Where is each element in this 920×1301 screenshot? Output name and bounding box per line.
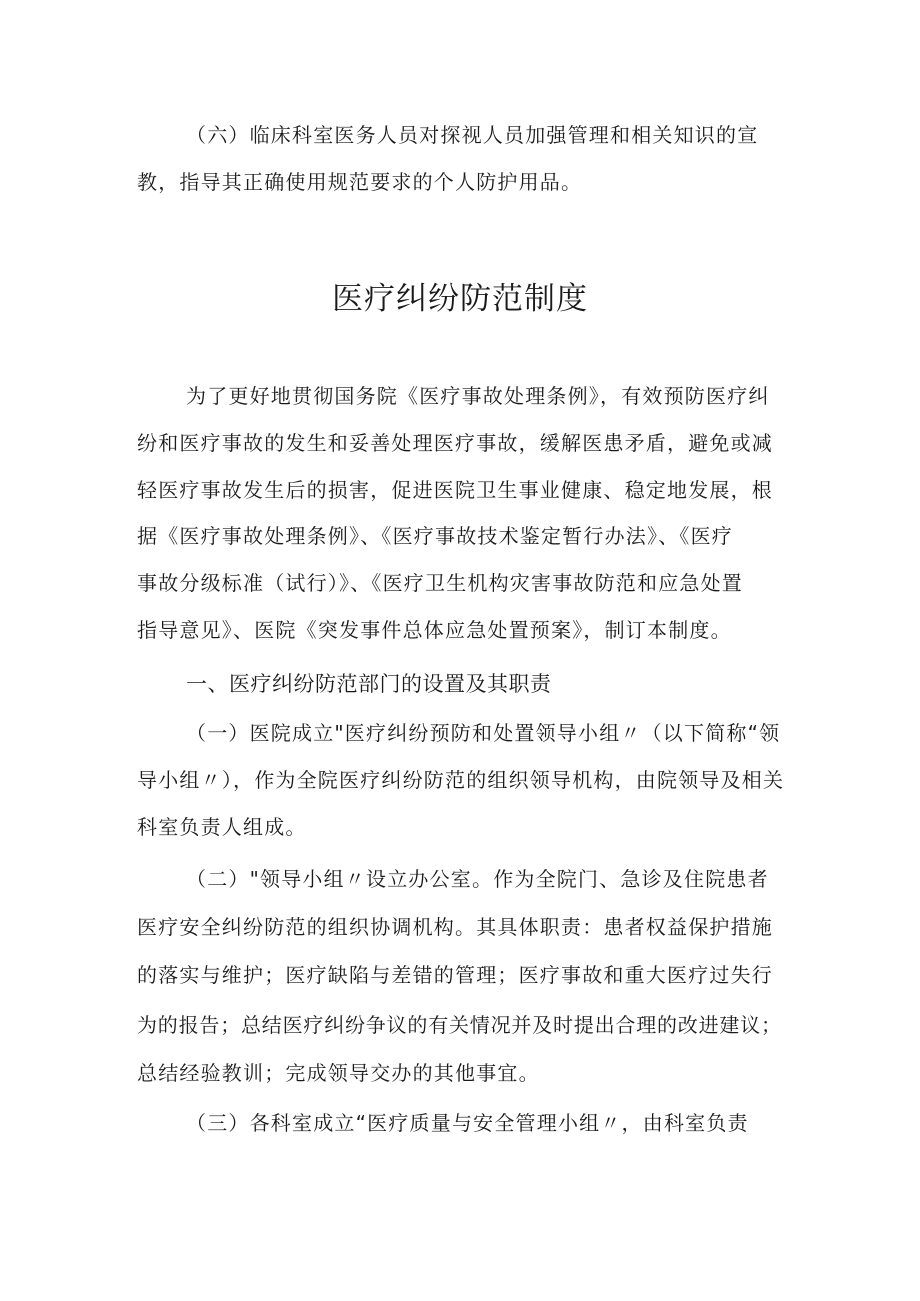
intro-line-6: 指导意见》、医院《突发事件总体应急处置预案》，制订本制度。	[137, 618, 732, 642]
item-2-line-2: 医疗安全纠纷防范的组织协调机构。其具体职责：患者权益保护措施	[137, 915, 773, 939]
intro-line-4: 据《医疗事故处理条例》、《医疗事故技术鉴定暂行办法》、《医疗	[137, 524, 733, 548]
item-3-line-1: （三）各科室成立“医疗质量与安全管理小组〃，由科室负责	[186, 1111, 749, 1135]
item-2-line-5: 总结经验教训；完成领导交办的其他事宜。	[137, 1061, 540, 1085]
section-1-heading: 一、医疗纠纷防范部门的设置及其职责	[186, 672, 552, 696]
prev-section-line-1: （六）临床科室医务人员对探视人员加强管理和相关知识的宣	[186, 123, 759, 147]
item-1-line-2: 导小组〃），作为全院医疗纠纷防范的组织领导机构，由院领导及相关	[137, 768, 785, 792]
prev-section-line-2: 教，指导其正确使用规范要求的个人防护用品。	[137, 170, 583, 194]
intro-line-5: 事故分级标准（试行）》、《医疗卫生机构灾害事故防范和应急处置	[137, 571, 743, 595]
intro-line-3: 轻医疗事故发生后的损害，促进医院卫生事业健康、稳定地发展，根	[137, 478, 773, 502]
item-2-line-3: 的落实与维护；医疗缺陷与差错的管理；医疗事故和重大医疗过失行	[137, 963, 773, 987]
item-1-line-1: （一）医院成立"医疗纠纷预防和处置领导小组〃（以下简称“领	[186, 721, 781, 745]
intro-line-1: 为了更好地贯彻国务院《医疗事故处理条例》，有效预防医疗纠	[186, 384, 770, 408]
intro-line-2: 纷和医疗事故的发生和妥善处理医疗事故，缓解医患矛盾，避免或减	[137, 431, 773, 455]
item-2-line-1: （二）"领导小组〃设立办公室。作为全院门、急诊及住院患者	[186, 867, 769, 891]
item-1-line-3: 科室负责人组成。	[137, 815, 307, 839]
item-2-line-4: 为的报告；总结医疗纠纷争议的有关情况并及时提出合理的改进建议；	[137, 1013, 782, 1037]
document-title: 医疗纠纷防范制度	[332, 281, 588, 317]
